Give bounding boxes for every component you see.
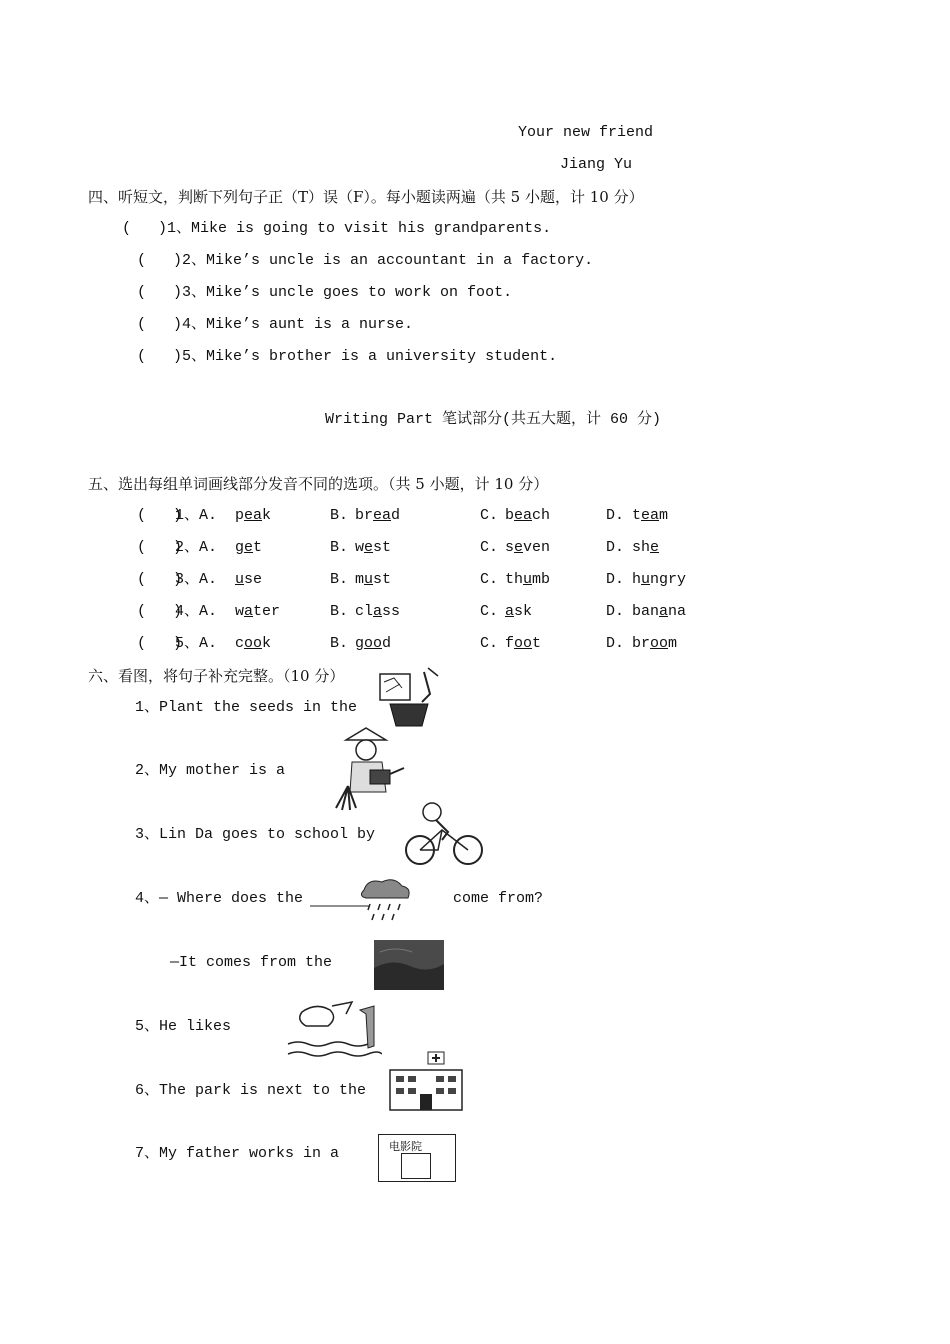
option-word-d: broom (632, 635, 678, 652)
question-number: 2、A. (175, 539, 218, 556)
option-word-c: beach (505, 507, 551, 524)
option-word-d: banana (632, 603, 687, 620)
option-label: C. (480, 507, 499, 524)
option-word-a: use (235, 571, 263, 588)
question-text: 3、Mike’s uncle goes to work on foot. (182, 284, 513, 301)
option-word-c: ask (505, 603, 533, 620)
sentence-7: 7、My father works in a (135, 1145, 340, 1162)
question-number: 1、A. (175, 507, 218, 524)
option-label: B. (330, 539, 349, 556)
cinema-sign-text: 电影院 (389, 1140, 422, 1153)
option-label: B. (330, 635, 349, 652)
cleaner-picture (332, 726, 408, 812)
question-number: 5、A. (175, 635, 218, 652)
option-word-c: seven (505, 539, 551, 556)
answer-paren[interactable]: ( ) (137, 507, 183, 524)
sentence-5: 5、He likes (135, 1018, 232, 1035)
option-word-d: she (632, 539, 660, 556)
option-label: B. (330, 507, 349, 524)
cinema-picture (378, 1134, 456, 1182)
option-word-a: get (235, 539, 263, 556)
answer-paren[interactable]: ( ) (137, 348, 183, 365)
option-word-a: peak (235, 507, 272, 524)
writing-part-header: Writing Part 笔试部分(共五大题，计 60 分) (325, 411, 662, 428)
answer-paren[interactable]: ( ) (137, 603, 183, 620)
option-label: D. (606, 635, 625, 652)
section4-item-2 (137, 251, 593, 271)
flowerpot-picture (372, 664, 444, 728)
option-word-b: class (355, 603, 401, 620)
answer-paren[interactable]: ( ) (122, 220, 168, 237)
section4-item-1 (122, 219, 551, 239)
question-number: 4、A. (175, 603, 218, 620)
answer-paren[interactable]: ( ) (137, 316, 183, 333)
option-word-c: thumb (505, 571, 551, 588)
answer-paren[interactable]: ( ) (137, 284, 183, 301)
sentence-3: 3、Lin Da goes to school by (135, 826, 376, 843)
sentence-6: 6、The park is next to the (135, 1082, 367, 1099)
question-text: 2、Mike’s uncle is an accountant in a factory. (182, 252, 594, 269)
question-text: 1、Mike is going to visit his grandparents. (167, 220, 552, 237)
option-label: D. (606, 603, 625, 620)
section5-title: 五、选出每组单词画线部分发音不同的选项。（共 5 小题，计 10 分） (88, 475, 549, 493)
letter-signature: Jiang Yu (560, 156, 633, 173)
answer-paren[interactable]: ( ) (137, 252, 183, 269)
option-label: D. (606, 571, 625, 588)
section6-title: 六、看图，将句子补充完整。（10 分） (88, 667, 345, 685)
option-label: C. (480, 635, 499, 652)
swimming-picture (286, 1000, 382, 1064)
option-word-c: foot (505, 635, 542, 652)
option-word-d: hungry (632, 571, 687, 588)
section4-item-4 (137, 315, 413, 335)
option-word-b: west (355, 539, 392, 556)
option-word-b: bread (355, 507, 401, 524)
option-label: C. (480, 571, 499, 588)
rain-cloud-picture (310, 874, 414, 924)
option-label: C. (480, 603, 499, 620)
option-label: B. (330, 571, 349, 588)
question-text: 5、Mike’s brother is a university student. (182, 348, 558, 365)
cinema-door (401, 1153, 431, 1179)
option-word-a: water (235, 603, 281, 620)
answer-paren[interactable]: ( ) (137, 635, 183, 652)
answer-paren[interactable]: ( ) (137, 539, 183, 556)
option-word-b: good (355, 635, 392, 652)
option-label: D. (606, 539, 625, 556)
section4-item-3 (137, 283, 512, 303)
section4-title: 四、听短文，判断下列句子正（T）误（F）。每小题读两遍（共 5 小题，计 10 分） (88, 188, 644, 206)
option-word-a: cook (235, 635, 272, 652)
sky-picture (372, 938, 446, 992)
option-word-b: must (355, 571, 392, 588)
bicycle-picture (402, 800, 490, 868)
sentence-4-tail: come from? (453, 890, 544, 907)
letter-closing: Your new friend (518, 124, 654, 141)
sentence-4-answer: —It comes from the (170, 954, 333, 971)
question-number: 3、A. (175, 571, 218, 588)
option-label: D. (606, 507, 625, 524)
answer-paren[interactable]: ( ) (137, 571, 183, 588)
option-label: C. (480, 539, 499, 556)
section4-item-5 (137, 347, 557, 367)
option-word-d: team (632, 507, 669, 524)
hospital-picture (386, 1050, 464, 1112)
sentence-1: 1、Plant the seeds in the (135, 699, 358, 716)
option-label: B. (330, 603, 349, 620)
sentence-4: 4、— Where does the (135, 890, 304, 907)
sentence-2: 2、My mother is a (135, 762, 286, 779)
question-text: 4、Mike’s aunt is a nurse. (182, 316, 414, 333)
